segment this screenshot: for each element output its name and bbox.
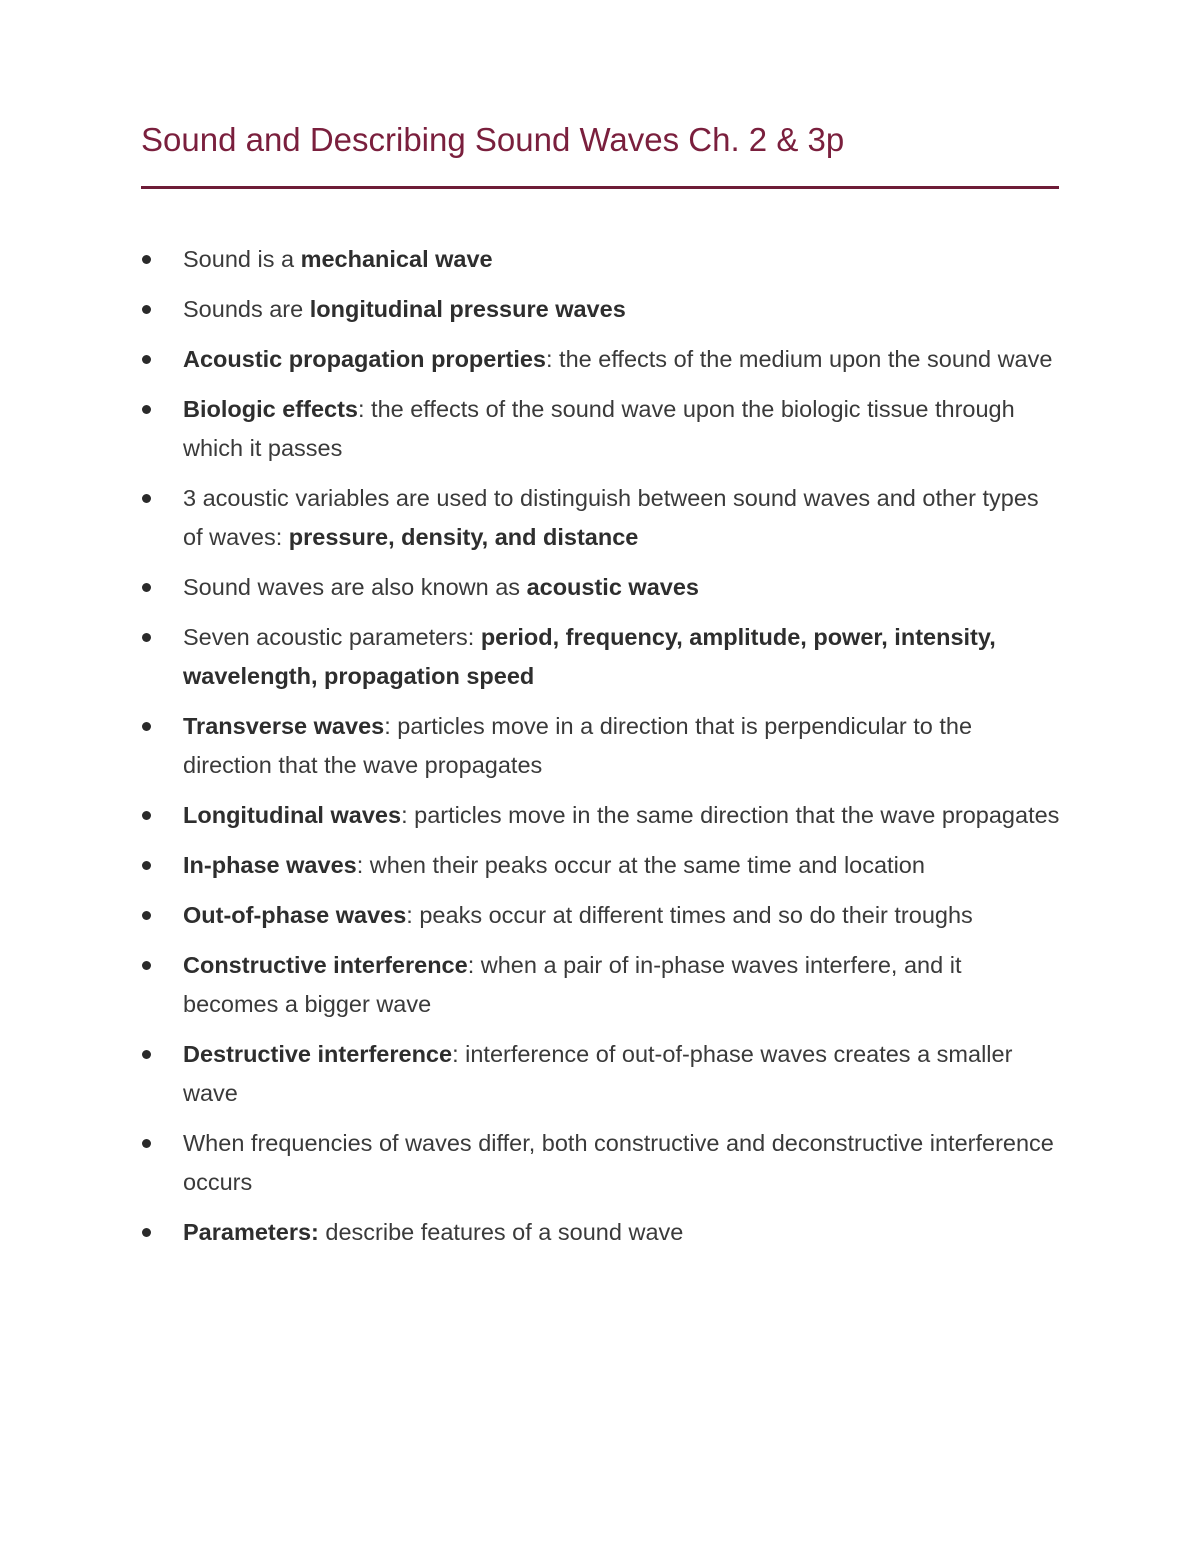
bullet-dot-icon — [142, 811, 151, 820]
item-text: 3 acoustic variables are used to distinguish between sound waves and other types of waves: — [183, 485, 1039, 550]
bullet-dot-icon — [142, 305, 151, 314]
list-item — [0, 796, 1200, 835]
list-item — [0, 1213, 1200, 1252]
list-item — [0, 946, 1200, 1024]
item-text: : interference of out-of-phase waves creates a smaller wave — [183, 1041, 1013, 1106]
item-text: : peaks occur at different times and so do their troughs — [406, 902, 973, 928]
list-item — [0, 290, 1200, 329]
list-item — [0, 390, 1200, 468]
item-bold-text: Out-of-phase waves — [183, 902, 407, 928]
item-text: : the effects of the sound wave upon the biologic tissue through which it passes — [183, 396, 1015, 461]
item-bold-text: Acoustic propagation properties — [183, 346, 546, 372]
item-text: describe features of a sound wave — [318, 1219, 684, 1245]
bullet-dot-icon — [142, 583, 151, 592]
bullet-dot-icon — [142, 1228, 151, 1237]
item-text: Seven acoustic parameters: — [183, 624, 481, 650]
bullet-list — [0, 240, 1200, 1263]
item-bold-text: acoustic waves — [526, 574, 699, 600]
list-item — [0, 1124, 1200, 1202]
bullet-dot-icon — [142, 355, 151, 364]
item-text: : when their peaks occur at the same time and location — [356, 852, 925, 878]
list-item — [0, 240, 1200, 279]
page-title: Sound and Describing Sound Waves Ch. 2 & 3p — [141, 121, 845, 158]
list-item — [0, 618, 1200, 696]
item-bold-text: In-phase waves — [183, 852, 357, 878]
item-text: : particles move in the same direction that the wave propagates — [401, 802, 1060, 828]
list-item — [0, 340, 1200, 379]
bullet-dot-icon — [142, 633, 151, 642]
item-text: Sound waves are also known as — [183, 574, 527, 600]
item-bold-text: longitudinal pressure waves — [309, 296, 626, 322]
bullet-dot-icon — [142, 405, 151, 414]
item-text: : particles move in a direction that is perpendicular to the direction that the wave propagates — [183, 713, 973, 778]
list-item — [0, 479, 1200, 557]
item-bold-text: Transverse waves — [183, 713, 385, 739]
list-item — [0, 1035, 1200, 1113]
item-bold-text: mechanical wave — [300, 246, 493, 272]
item-text: : when a pair of in-phase waves interfere, and it becomes a bigger wave — [183, 952, 962, 1017]
title-divider — [141, 186, 1059, 189]
item-bold-text: Destructive interference — [183, 1041, 453, 1067]
item-text: Sound is a — [183, 246, 301, 272]
item-bold-text: Biologic effects — [183, 396, 358, 422]
bullet-dot-icon — [142, 255, 151, 264]
item-text: Sounds are — [183, 296, 310, 322]
list-item — [0, 896, 1200, 935]
item-bold-text: Parameters: — [183, 1219, 319, 1245]
bullet-dot-icon — [142, 911, 151, 920]
list-item — [0, 568, 1200, 607]
bullet-dot-icon — [142, 961, 151, 970]
bullet-dot-icon — [142, 1139, 151, 1148]
item-bold-text: period, frequency, amplitude, power, intensity, wavelength, propagation speed — [183, 624, 996, 689]
bullet-dot-icon — [142, 722, 151, 731]
bullet-dot-icon — [142, 861, 151, 870]
item-bold-text: Longitudinal waves — [183, 802, 402, 828]
bullet-dot-icon — [142, 494, 151, 503]
item-text: : the effects of the medium upon the sound wave — [546, 346, 1053, 372]
list-item — [0, 707, 1200, 785]
list-item — [0, 846, 1200, 885]
item-text: When frequencies of waves differ, both constructive and deconstructive interference occurs — [183, 1130, 1054, 1195]
item-bold-text: Constructive interference — [183, 952, 468, 978]
item-bold-text: pressure, density, and distance — [288, 524, 639, 550]
bullet-dot-icon — [142, 1050, 151, 1059]
